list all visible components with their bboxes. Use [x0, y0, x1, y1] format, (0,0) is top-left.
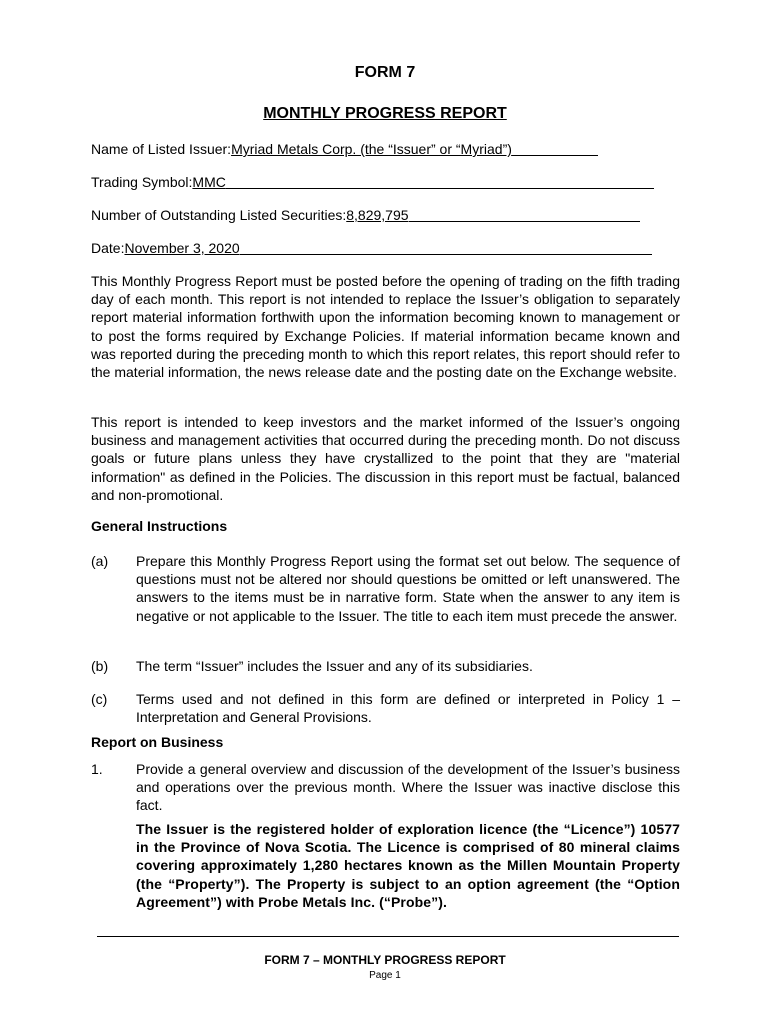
form-title: FORM 7 [354, 64, 416, 81]
question-text: Provide a general overview and discussion of the development of the Issuer’s business and operations over the previous month. Where the Issuer was inactive disclose this fact. [136, 761, 680, 814]
outstanding-securities-label: Number of Outstanding Listed Securities: [91, 207, 347, 223]
instruction-text: Prepare this Monthly Progress Report using the format set out below. The sequence of questions must not be altered nor should questions be omitted or left unanswered. The answers to the items must be in narrative form. State when the answer to any item is negative or not applicable to the Issuer. The title to each item must precede the answer. [136, 553, 680, 624]
footer-divider [97, 936, 679, 937]
date-value: November 3, 2020 [124, 240, 240, 256]
report-title: MONTHLY PROGRESS REPORT [263, 105, 507, 122]
outstanding-securities-rule [409, 207, 640, 222]
instruction-label: (b) [91, 658, 109, 674]
trading-symbol-label: Trading Symbol: [91, 174, 193, 190]
date-field [91, 240, 652, 257]
instruction-text: Terms used and not defined in this form are defined or interpreted in Policy 1 – Interpretation and General Provisions. [136, 691, 680, 726]
instruction-label: (a) [91, 553, 109, 569]
date-label: Date: [91, 240, 125, 256]
trading-symbol-value: MMC [192, 174, 226, 190]
answer-text: The Issuer is the registered holder of exploration licence (the “Licence”) 10577 in the Province of Nova Scotia. The Licence is comprised of 80 mineral claims covering approximately 1,280 hectares known as the Millen Mountain Property (the “Property”). The Property is subject to an option agreement (the “Option Agreement”) with Probe Metals Inc. (“Probe”). [136, 821, 680, 910]
trading-symbol-rule [226, 174, 654, 189]
outstanding-securities-value: 8,829,795 [346, 207, 409, 223]
issuer-name-rule [512, 141, 598, 156]
intro-paragraph-1: This Monthly Progress Report must be posted before the opening of trading on the fifth trading day of each month. This report is not intended to replace the Issuer’s obligation to separately report material information forthwith upon the information becoming known to management or to post the forms required by Exchange Policies. If material information became known and was reported during the preceding month to which this report relates, this report should refer to the material information, the news release date and the posting date on the Exchange website. [91, 273, 680, 381]
question-number: 1. [91, 761, 103, 777]
date-rule [240, 240, 652, 255]
issuer-name-label: Name of Listed Issuer: [91, 141, 232, 157]
general-instructions-heading: General Instructions [91, 518, 228, 534]
instruction-label: (c) [91, 691, 108, 707]
outstanding-securities-field [91, 207, 640, 224]
footer-title: FORM 7 – MONTHLY PROGRESS REPORT [264, 953, 506, 967]
page-number: Page 1 [369, 970, 401, 981]
intro-paragraph-2: This report is intended to keep investors and the market informed of the Issuer’s ongoing business and management activities that occurred during the preceding month. Do not discuss goals or future plans unless they have crystallized to the point that they are "material information" as defined in the Policies. The discussion in this report must be factual, balanced and non-promotional. [91, 414, 680, 503]
issuer-name-field [91, 141, 598, 158]
trading-symbol-field [91, 174, 654, 191]
instruction-text: The term “Issuer” includes the Issuer and any of its subsidiaries. [136, 658, 533, 674]
issuer-name-value: Myriad Metals Corp. (the “Issuer” or “Myriad”) [231, 141, 512, 157]
report-on-business-heading: Report on Business [91, 734, 224, 750]
